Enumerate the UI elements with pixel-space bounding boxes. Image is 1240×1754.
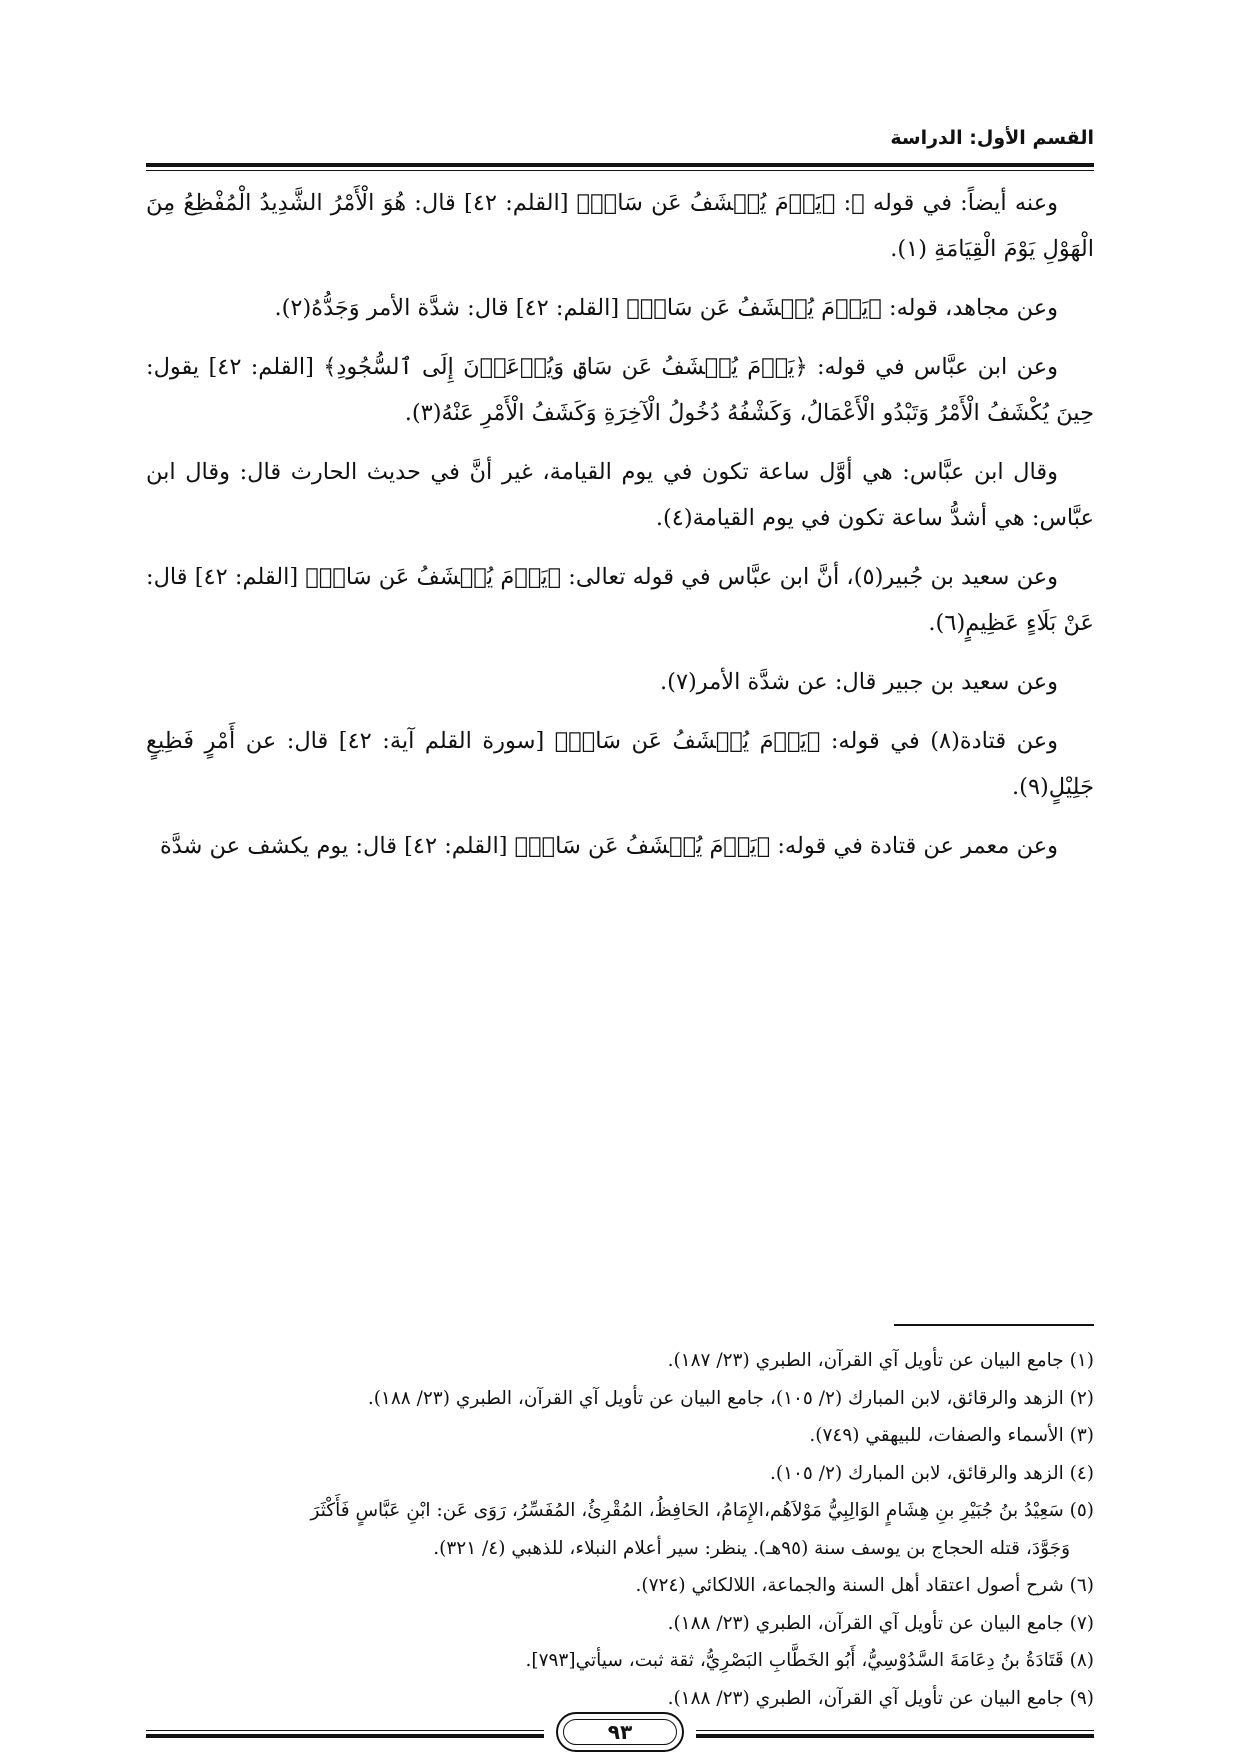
footer-rule-right <box>696 1730 1094 1738</box>
paragraph: وعن ابن عبَّاس في قوله: ﴿يَوۡمَ يُكۡشَفُ عَن سَاقٖ وَيُدۡعَوۡنَ إِلَى ٱلسُّجُودِ﴾ [القلم: ٤٢] يقول: حِينَ يُكْشَفُ الْأَمْرُ وَتَبْدُو الْأَعْمَالُ، وَكَشْفُهُ دُخُولُ الْآخِرَةِ وَكَشَفُ الْأَمْرِ عَنْهُ(٣). <box>146 354 1094 426</box>
page-number-badge <box>556 1712 684 1752</box>
footnote: (٢) الزهد والرقائق، لابن المبارك (٢/ ١٠٥)، جامع البيان عن تأويل آي القرآن، الطبري (٢٣/ ١٨٨). <box>367 1387 1094 1409</box>
footnote-separator <box>894 1324 1094 1326</box>
paragraph: وعن سعيد بن جُبير(٥)، أنَّ ابن عبَّاس في قوله تعالى: ﴿يَوۡمَ يُكۡشَفُ عَن سَاقٖ﴾ [القلم: ٤٢] قال: عَنْ بَلَاءٍ عَظِيمٍ(٦). <box>146 564 1094 636</box>
footer-rule-left <box>146 1730 544 1738</box>
footnote: (٩) جامع البيان عن تأويل آي القرآن، الطبري (٢٣/ ١٨٨). <box>667 1687 1094 1709</box>
footnote: (٤) الزهد والرقائق، لابن المبارك (٢/ ١٠٥). <box>769 1462 1094 1484</box>
paragraph: وقال ابن عبَّاس: هي أوَّل ساعة تكون في يوم القيامة، غير أنَّ في حديث الحارث قال: وقال ابن عبَّاس: هي أشدُّ ساعة تكون في يوم القيامة(٤). <box>146 459 1094 531</box>
paragraph: وعن قتادة(٨) في قوله: ﴿يَوۡمَ يُكۡشَفُ عَن سَاقٖ﴾ [سورة القلم آية: ٤٢] قال: عن أَمْرٍ فَظِيعٍ جَلِيْلٍ(٩). <box>146 728 1094 800</box>
page-number: ٩٣ <box>607 1720 633 1744</box>
footnotes <box>146 1342 1094 1717</box>
paragraph: وعن مجاهد، قوله: ﴿يَوۡمَ يُكۡشَفُ عَن سَاقٖ﴾ [القلم: ٤٢] قال: شدَّة الأمر وَجَدُّهُ(٢). <box>274 295 1058 321</box>
footnote: (٥) سَعِيْدُ بنُ جُبَيْرِ بنِ هِشَامٍ الوَالِبِيُّ مَوْلاَهُم،الإِمَامُ، الحَافِظُ، المُقْرِئُ، المُفَسِّرُ، رَوَى عَن: ابْنِ عَبَّاسٍ فَأَكْثَرَ <box>310 1500 1094 1521</box>
paragraph: وعن معمر عن قتادة في قوله: ﴿يَوۡمَ يُكۡشَفُ عَن سَاقٖ﴾ [القلم: ٤٢] قال: يوم يكشف عن شدَّة <box>159 833 1058 859</box>
paragraph: وعنه أيضاً: في قوله ﷻ: ﴿يَوۡمَ يُكۡشَفُ عَن سَاقٖ﴾ [القلم: ٤٢] قال: هُوَ الْأَمْرُ الشَّدِيدُ الْمُفْظِعُ مِنَ الْهَوْلِ يَوْمَ الْقِيَامَةِ (١). <box>146 190 1094 262</box>
footnote: (٦) شرح أصول اعتقاد أهل السنة والجماعة، اللالكائي (٧٢٤). <box>635 1575 1094 1596</box>
footnote-continuation: وَجَوَّدَ، قتله الحجاج بن يوسف سنة (٩٥هـ). ينظر: سير أعلام النبلاء، للذهبي (٤/ ٣٢١). <box>433 1537 1070 1559</box>
footnote: (١) جامع البيان عن تأويل آي القرآن، الطبري (٢٣/ ١٨٧). <box>667 1350 1094 1371</box>
main-text <box>146 180 1094 882</box>
header-rule <box>146 163 1094 171</box>
running-header: القسم الأول: الدراسة <box>890 127 1094 149</box>
paragraph: وعن سعيد بن جبير قال: عن شدَّة الأمر(٧). <box>660 669 1058 695</box>
footnote: (٨) قَتَادَةُ بنُ دِعَامَةَ السَّدُوْسِيُّ، أَبُو الخَطَّابِ البَصْرِيُّ، ثقة ثبت، سيأتي[٧٩٣]. <box>525 1650 1094 1671</box>
footnote: (٣) الأسماء والصفات، للبيهقي (٧٤٩). <box>809 1425 1094 1446</box>
footnote: (٧) جامع البيان عن تأويل آي القرآن، الطبري (٢٣/ ١٨٨). <box>667 1612 1094 1634</box>
